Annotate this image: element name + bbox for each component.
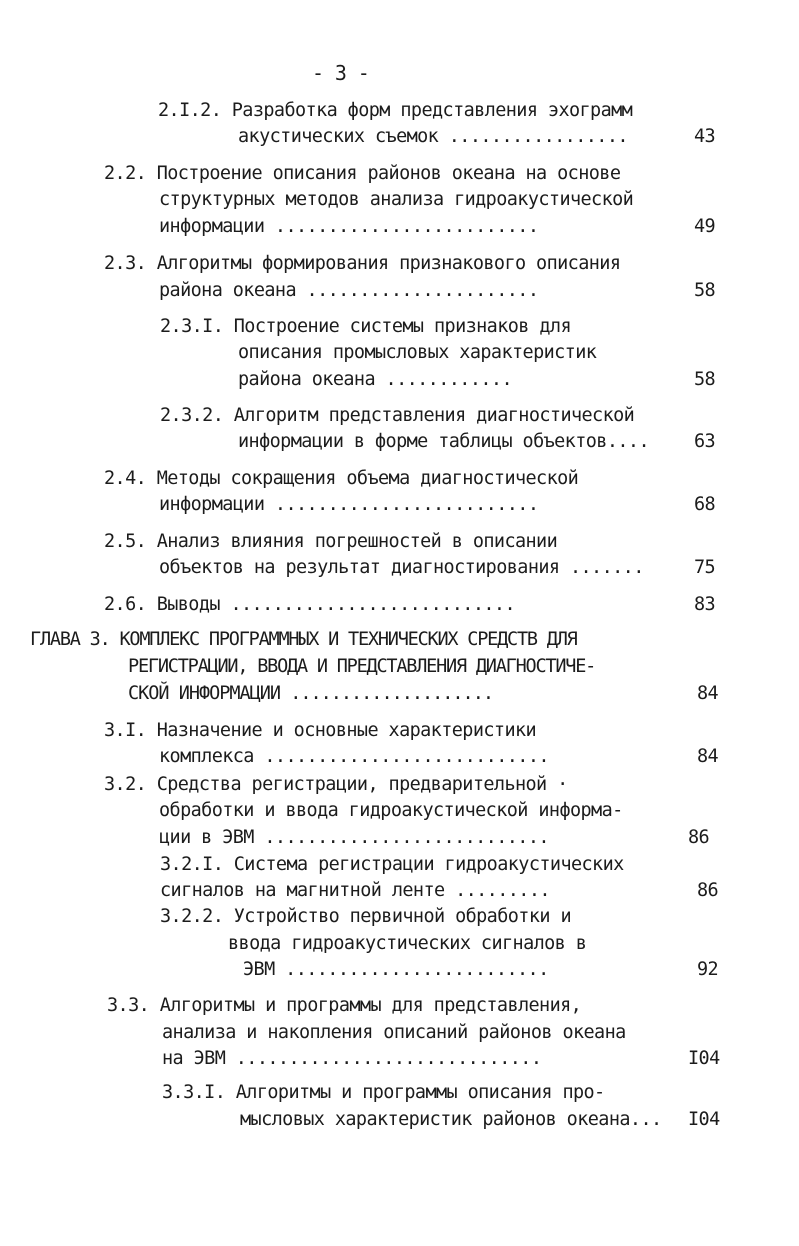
toc-line: ввода гидроакустических сигналов в <box>228 933 587 954</box>
toc-line: ЭВМ ......................... <box>243 959 549 980</box>
toc-line: СКОЙ ИНФОРМАЦИИ .................... <box>128 683 493 704</box>
toc-line: ции в ЭВМ ........................... <box>159 827 549 848</box>
toc-page-number: 84 <box>697 683 719 704</box>
toc-line: обработки и ввода гидроакустической информа- <box>159 800 623 821</box>
toc-line: описания промысловых характеристик <box>238 342 597 363</box>
toc-line: 2.3.I. Построение системы признаков для <box>160 316 571 337</box>
toc-page-number: 92 <box>697 959 719 980</box>
toc-line: комплекса ........................... <box>159 746 549 767</box>
page-number: - 3 - <box>312 61 370 85</box>
toc-line: 2.5. Анализ влияния погрешностей в описании <box>104 531 558 552</box>
toc-page-number: 86 <box>697 880 719 901</box>
toc-line: 2.2. Построение описания районов океана на основе <box>104 163 621 184</box>
toc-line: 2.I.2. Разработка форм представления эхограмм <box>158 100 633 121</box>
toc-page-number: 58 <box>694 280 716 301</box>
toc-page-number: 63 <box>694 431 716 452</box>
toc-line: информации в форме таблицы объектов.... <box>238 431 649 452</box>
toc-line: 2.3. Алгоритмы формирования признакового описания <box>104 253 621 274</box>
toc-page-number: 75 <box>694 557 716 578</box>
toc-line: структурных методов анализа гидроакустической <box>159 189 634 210</box>
toc-page-number: 58 <box>694 369 716 390</box>
toc-line: ГЛАВА 3. КОМПЛЕКС ПРОГРАММНЫХ И ТЕХНИЧЕСКИХ СРЕДСТВ ДЛЯ <box>30 629 577 650</box>
toc-line: района океана ............ <box>238 369 512 390</box>
toc-page-number: 83 <box>694 594 716 615</box>
toc-line: 3.2.I. Система регистрации гидроакустических <box>160 854 624 875</box>
toc-line: района океана ...................... <box>159 280 539 301</box>
toc-line: на ЭВМ ............................. <box>162 1048 542 1069</box>
toc-page-number: I04 <box>688 1048 720 1069</box>
toc-line: 3.2.2. Устройство первичной обработки и <box>160 906 571 927</box>
toc-page-number: 84 <box>697 746 719 767</box>
toc-line: информации ......................... <box>159 216 539 237</box>
toc-line: сигналов на магнитной ленте ......... <box>160 880 550 901</box>
toc-line: мысловых характеристик районов океана... <box>240 1109 662 1130</box>
toc-line: 3.I. Назначение и основные характеристики <box>104 720 537 741</box>
toc-page-number: 68 <box>694 494 716 515</box>
toc-line: анализа и накопления описаний районов океана <box>162 1022 626 1043</box>
toc-page-number: 43 <box>694 126 716 147</box>
toc-line: 2.3.2. Алгоритм представления диагностической <box>160 405 635 426</box>
toc-page-number: I04 <box>688 1109 720 1130</box>
toc-line: РЕГИСТРАЦИИ, ВВОДА И ПРЕДСТАВЛЕНИЯ ДИАГНОСТИЧЕ- <box>128 656 596 677</box>
toc-line: акустических съемок ................. <box>238 126 628 147</box>
toc-line: 3.2. Средства регистрации, предварительной · <box>104 774 568 795</box>
toc-line: 2.6. Выводы ........................... <box>104 594 515 615</box>
toc-line: информации ......................... <box>159 494 539 515</box>
toc-line: 2.4. Методы сокращения объема диагностической <box>104 468 579 489</box>
toc-line: 3.3. Алгоритмы и программы для представления, <box>107 995 582 1016</box>
toc-page-number: 86 <box>688 827 710 848</box>
toc-page-number: 49 <box>694 216 716 237</box>
toc-line: 3.3.I. Алгоритмы и программы описания про- <box>162 1082 605 1103</box>
toc-line: объектов на результат диагностирования ....... <box>159 557 644 578</box>
